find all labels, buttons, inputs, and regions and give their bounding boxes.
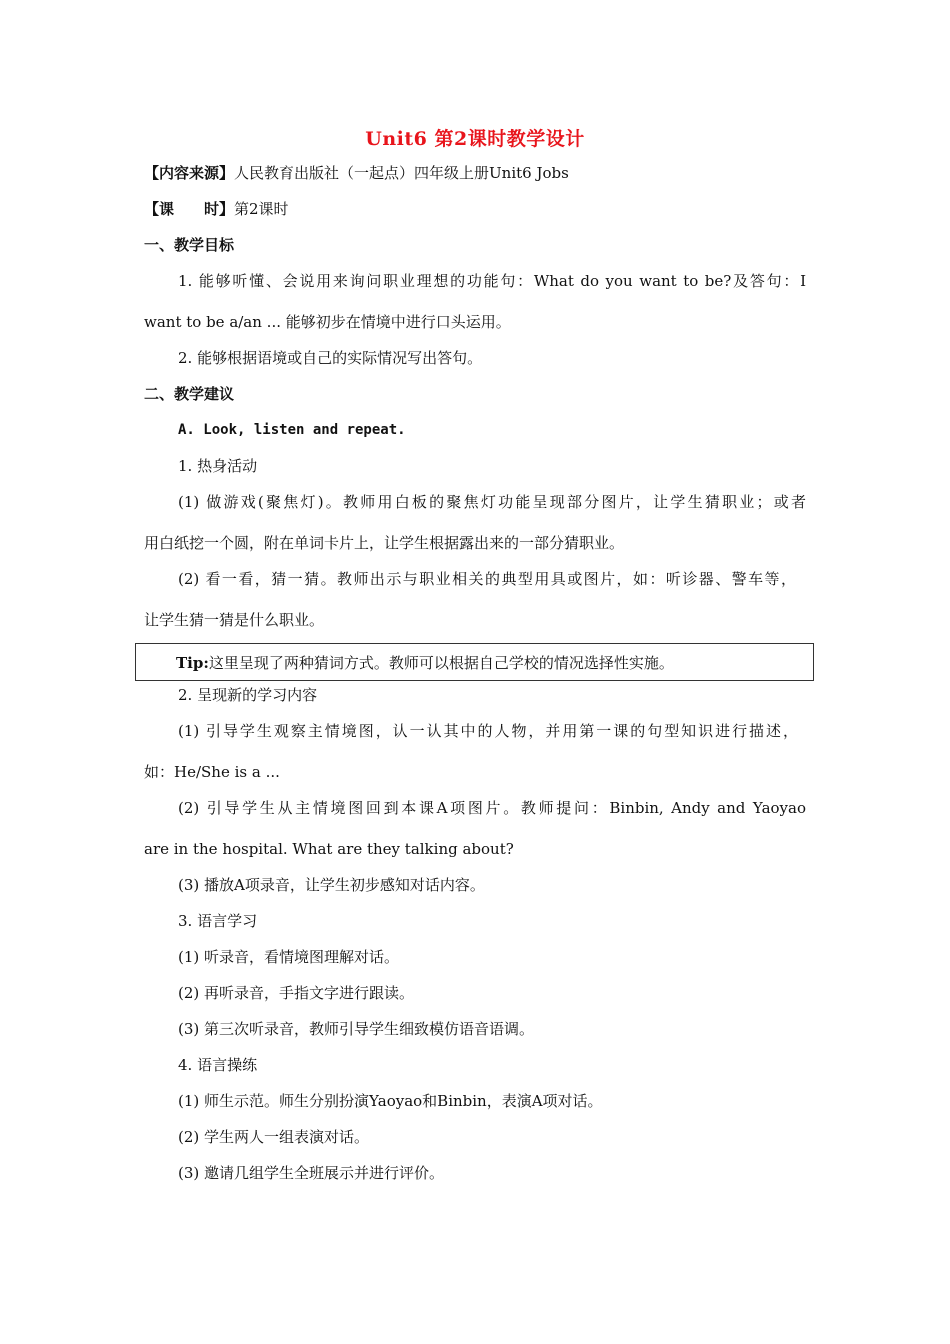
tip-line [176,652,674,673]
step-3-heading: 3. 语言学习 [178,912,258,930]
tip-box [135,643,814,681]
content-source-label: 【内容来源】 [144,164,235,182]
tip-text: 这里呈现了两种猜词方式。教师可以根据自己学校的情况选择性实施。 [208,654,674,672]
step-2-2-line-2: are in the hospital. What are they talking about? [144,840,514,858]
step-4-heading: 4. 语言操练 [178,1056,258,1074]
class-period [144,199,289,219]
step-1-2-line-1: (2) 看一看，猜一猜。教师出示与职业相关的典型用具或图片，如：听诊器、警车等， [178,570,796,588]
section-heading-objectives: 一、教学目标 [144,236,235,254]
section-heading-suggestions: 二、教学建议 [144,385,235,403]
step-2-1-line-2: 如：He/She is a ... [144,763,280,781]
step-1-1-line-2: 用白纸挖一个圆，附在单词卡片上，让学生根据露出来的一部分猜职业。 [144,534,625,552]
step-2-heading: 2. 呈现新的学习内容 [178,686,318,704]
document-title: Unit6 第2课时教学设计 [365,128,585,150]
objective-1-line-2: want to be a/an ... 能够初步在情境中进行口头运用。 [144,313,511,331]
step-4-2: (2) 学生两人一组表演对话。 [178,1128,370,1146]
step-1-2-line-2: 让学生猜一猜是什么职业。 [144,611,325,629]
step-3-2: (2) 再听录音，手指文字进行跟读。 [178,984,415,1002]
step-2-1-line-1: (1) 引导学生观察主情境图，认一认其中的人物，并用第一课的句型知识进行描述， [178,722,798,740]
content-source [144,163,569,183]
step-4-1: (1) 师生示范。师生分别扮演Yaoyao和Binbin，表演A项对话。 [178,1092,603,1110]
class-period-value: 第2课时 [234,200,289,218]
step-2-3: (3) 播放A项录音，让学生初步感知对话内容。 [178,876,485,894]
step-1-heading: 1. 热身活动 [178,457,258,475]
step-3-3: (3) 第三次听录音，教师引导学生细致模仿语音语调。 [178,1020,535,1038]
step-4-3: (3) 邀请几组学生全班展示并进行评价。 [178,1164,445,1182]
class-period-label: 【课 时】 [144,200,235,218]
objective-2: 2. 能够根据语境或自己的实际情况写出答句。 [178,349,483,367]
tip-label: Tip: [176,654,209,672]
content-source-value: 人民教育出版社（一起点）四年级上册Unit6 Jobs [234,164,569,182]
part-a-heading: A. Look, listen and repeat. [178,422,406,438]
step-2-2-line-1: (2) 引导学生从主情境图回到本课A项图片。教师提问：Binbin, Andy and Yaoyao [178,799,806,817]
step-1-1-line-1: (1) 做游戏(聚焦灯)。教师用白板的聚焦灯功能呈现部分图片，让学生猜职业；或者 [178,493,806,511]
objective-1-line-1: 1. 能够听懂、会说用来询问职业理想的功能句：What do you want to be?及答句：I [178,272,806,290]
step-3-1: (1) 听录音，看情境图理解对话。 [178,948,400,966]
